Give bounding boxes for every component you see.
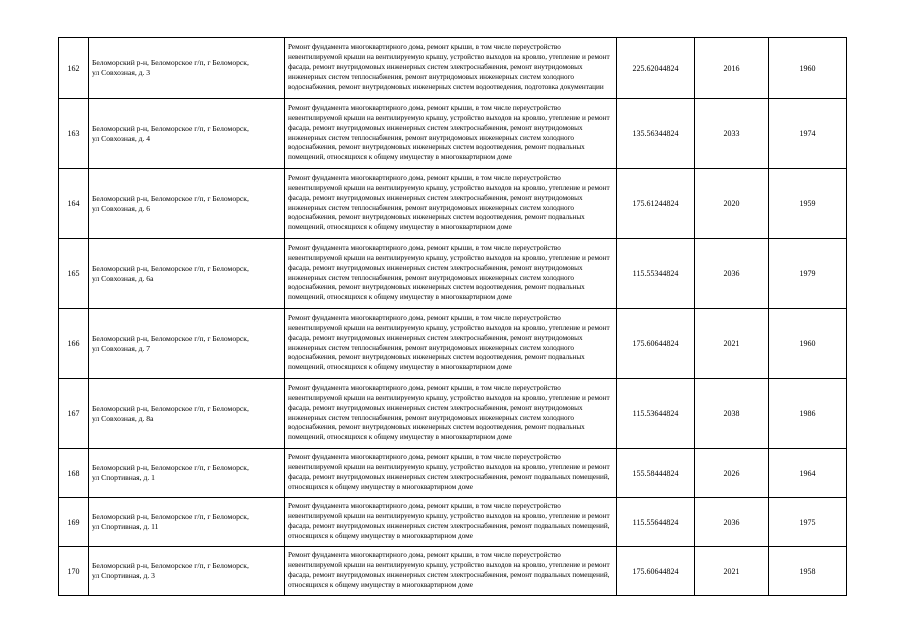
works-description: Ремонт фундамента многоквартирного дома, ремонт крыши, в том числе переустройство невентилируемой крыши на вентилируемую крышу, устройство выходов на кровлю, утепление и ремонт фасада, ремонт внутридомовых инженерных систем электроснабжения, ремонт подвальных помещений, относящихся к общему имуществу в многоквартирном доме — [288, 453, 610, 491]
cost-cell: 115.53644824 — [617, 379, 695, 449]
cost-cell: 115.55344824 — [617, 239, 695, 309]
address-cell — [89, 169, 285, 239]
address-line-2: ул Совхозная, д. 4 — [92, 133, 151, 143]
works-description: Ремонт фундамента многоквартирного дома, ремонт крыши, в том числе переустройство невентилируемой крыши на вентилируемую крышу, устройство выходов на кровлю, утепление и ремонт фасада, ремонт внутридомовых инженерных систем электроснабжения, ремонт подвальных помещений, относящихся к общему имуществу в многоквартирном доме — [288, 502, 610, 540]
works-description: Ремонт фундамента многоквартирного дома, ремонт крыши, в том числе переустройство невентилируемой крыши на вентилируемую крышу, устройство выходов на кровлю, утепление и ремонт фасада, ремонт внутридомовых инженерных систем электроснабжения, ремонт внутридомовых инженерных систем теплоснабжения, ремонт внутридомовых инженерных систем холодного водоснабжения, ремонт внутридомовых инженерных систем водоотведения, ремонт подвальных помещений, относящихся к общему имуществу в многоквартирном доме — [288, 383, 610, 442]
address-cell — [89, 239, 285, 309]
address-line-2: ул Совхозная, д. 7 — [92, 343, 151, 353]
build-year-cell: 1975 — [769, 498, 847, 547]
table-body — [59, 38, 847, 596]
address-cell — [89, 38, 285, 99]
works-cell — [285, 38, 617, 99]
address-line-1: Беломорский р-н, Беломорское г/п, г Беломорск, — [92, 58, 249, 67]
address-line-1: Беломорский р-н, Беломорское г/п, г Беломорск, — [92, 333, 249, 343]
document-page — [58, 37, 846, 596]
address-line-2: ул Совхозная, д. 6 — [92, 203, 151, 213]
works-cell — [285, 99, 617, 169]
row-number: 170 — [59, 547, 89, 596]
table-row — [59, 547, 847, 596]
address-cell — [89, 379, 285, 449]
works-description: Ремонт фундамента многоквартирного дома, ремонт крыши, в том числе переустройство невентилируемой крыши на вентилируемую крышу, устройство выходов на кровлю, утепление и ремонт фасада, ремонт внутридомовых инженерных систем электроснабжения, ремонт внутридомовых инженерных систем теплоснабжения, ремонт внутридомовых инженерных систем холодного водоснабжения, ремонт внутридомовых инженерных систем водоотведения, ремонт подвальных помещений, относящихся к общему имуществу в многоквартирном доме — [288, 243, 610, 302]
cost-cell: 115.55644824 — [617, 498, 695, 547]
address-line-1: Беломорский р-н, Беломорское г/п, г Беломорск, — [92, 193, 249, 203]
table-row — [59, 379, 847, 449]
table-row — [59, 498, 847, 547]
build-year-cell: 1959 — [769, 169, 847, 239]
works-description: Ремонт фундамента многоквартирного дома, ремонт крыши, в том числе переустройство невентилируемой крыши на вентилируемую крышу, устройство выходов на кровлю, утепление и ремонт фасада, ремонт внутридомовых инженерных систем электроснабжения, ремонт подвальных помещений, относящихся к общему имуществу в многоквартирном доме — [288, 551, 610, 589]
row-number: 168 — [59, 449, 89, 498]
row-number: 162 — [59, 38, 89, 99]
plan-year-cell: 2038 — [695, 379, 769, 449]
table-row — [59, 449, 847, 498]
build-year-cell: 1964 — [769, 449, 847, 498]
address-line-2: ул Спортивная, д. 1 — [92, 473, 155, 482]
address-line-1: Беломорский р-н, Беломорское г/п, г Беломорск, — [92, 123, 249, 133]
plan-year-cell: 2020 — [695, 169, 769, 239]
capital-repair-table — [58, 37, 847, 596]
address-line-1: Беломорский р-н, Беломорское г/п, г Беломорск, — [92, 463, 249, 472]
address-line-1: Беломорский р-н, Беломорское г/п, г Беломорск, — [92, 561, 249, 570]
build-year-cell: 1960 — [769, 309, 847, 379]
works-cell — [285, 379, 617, 449]
plan-year-cell: 2026 — [695, 449, 769, 498]
works-description: Ремонт фундамента многоквартирного дома, ремонт крыши, в том числе переустройство невентилируемой крыши на вентилируемую крышу, устройство выходов на кровлю, утепление и ремонт фасада, ремонт внутридомовых инженерных систем электроснабжения, ремонт внутридомовых инженерных систем теплоснабжения, ремонт внутридомовых инженерных систем холодного водоснабжения, ремонт внутридомовых инженерных систем водоотведения, ремонт подвальных помещений, относящихся к общему имуществу в многоквартирном доме — [288, 313, 610, 372]
cost-cell: 155.58444824 — [617, 449, 695, 498]
cost-cell: 135.56344824 — [617, 99, 695, 169]
plan-year-cell: 2033 — [695, 99, 769, 169]
row-number: 165 — [59, 239, 89, 309]
address-line-2: ул Совхозная, д. 3 — [92, 68, 151, 77]
address-cell — [89, 449, 285, 498]
works-cell — [285, 449, 617, 498]
address-line-1: Беломорский р-н, Беломорское г/п, г Беломорск, — [92, 403, 249, 413]
cost-cell: 175.60644824 — [617, 547, 695, 596]
build-year-cell: 1979 — [769, 239, 847, 309]
build-year-cell: 1974 — [769, 99, 847, 169]
address-line-1: Беломорский р-н, Беломорское г/п, г Беломорск, — [92, 263, 249, 273]
cost-cell: 175.60644824 — [617, 309, 695, 379]
address-line-1: Беломорский р-н, Беломорское г/п, г Беломорск, — [92, 512, 249, 521]
works-cell — [285, 547, 617, 596]
plan-year-cell: 2036 — [695, 239, 769, 309]
plan-year-cell: 2016 — [695, 38, 769, 99]
works-cell — [285, 239, 617, 309]
cost-cell: 175.61244824 — [617, 169, 695, 239]
address-line-2: ул Спортивная, д. 11 — [92, 522, 159, 531]
row-number: 169 — [59, 498, 89, 547]
address-line-2: ул Совхозная, д. 6а — [92, 273, 154, 283]
plan-year-cell: 2021 — [695, 547, 769, 596]
cost-cell: 225.62044824 — [617, 38, 695, 99]
row-number: 164 — [59, 169, 89, 239]
works-description: Ремонт фундамента многоквартирного дома, ремонт крыши, в том числе переустройство невентилируемой крыши на вентилируемую крышу, устройство выходов на кровлю, утепление и ремонт фасада, ремонт внутридомовых инженерных систем электроснабжения, ремонт внутридомовых инженерных систем теплоснабжения, ремонт внутридомовых инженерных систем холодного водоснабжения, ремонт внутридомовых инженерных систем водоотведения, подготовка документации — [288, 43, 610, 91]
table-row — [59, 38, 847, 99]
address-line-2: ул Совхозная, д. 8а — [92, 413, 154, 423]
address-line-2: ул Спортивная, д. 3 — [92, 571, 155, 580]
works-cell — [285, 309, 617, 379]
row-number: 166 — [59, 309, 89, 379]
address-cell — [89, 547, 285, 596]
table-row — [59, 309, 847, 379]
plan-year-cell: 2021 — [695, 309, 769, 379]
row-number: 163 — [59, 99, 89, 169]
build-year-cell: 1986 — [769, 379, 847, 449]
works-cell — [285, 169, 617, 239]
address-cell — [89, 309, 285, 379]
works-description: Ремонт фундамента многоквартирного дома, ремонт крыши, в том числе переустройство невентилируемой крыши на вентилируемую крышу, устройство выходов на кровлю, утепление и ремонт фасада, ремонт внутридомовых инженерных систем электроснабжения, ремонт внутридомовых инженерных систем теплоснабжения, ремонт внутридомовых инженерных систем холодного водоснабжения, ремонт внутридомовых инженерных систем водоотведения, ремонт подвальных помещений, относящихся к общему имуществу в многоквартирном доме — [288, 103, 610, 162]
table-row — [59, 239, 847, 309]
plan-year-cell: 2036 — [695, 498, 769, 547]
table-row — [59, 99, 847, 169]
works-description: Ремонт фундамента многоквартирного дома, ремонт крыши, в том числе переустройство невентилируемой крыши на вентилируемую крышу, устройство выходов на кровлю, утепление и ремонт фасада, ремонт внутридомовых инженерных систем электроснабжения, ремонт внутридомовых инженерных систем теплоснабжения, ремонт внутридомовых инженерных систем холодного водоснабжения, ремонт внутридомовых инженерных систем водоотведения, ремонт подвальных помещений, относящихся к общему имуществу в многоквартирном доме — [288, 173, 610, 232]
table-row — [59, 169, 847, 239]
address-cell — [89, 498, 285, 547]
works-cell — [285, 498, 617, 547]
address-cell — [89, 99, 285, 169]
build-year-cell: 1958 — [769, 547, 847, 596]
build-year-cell: 1960 — [769, 38, 847, 99]
row-number: 167 — [59, 379, 89, 449]
